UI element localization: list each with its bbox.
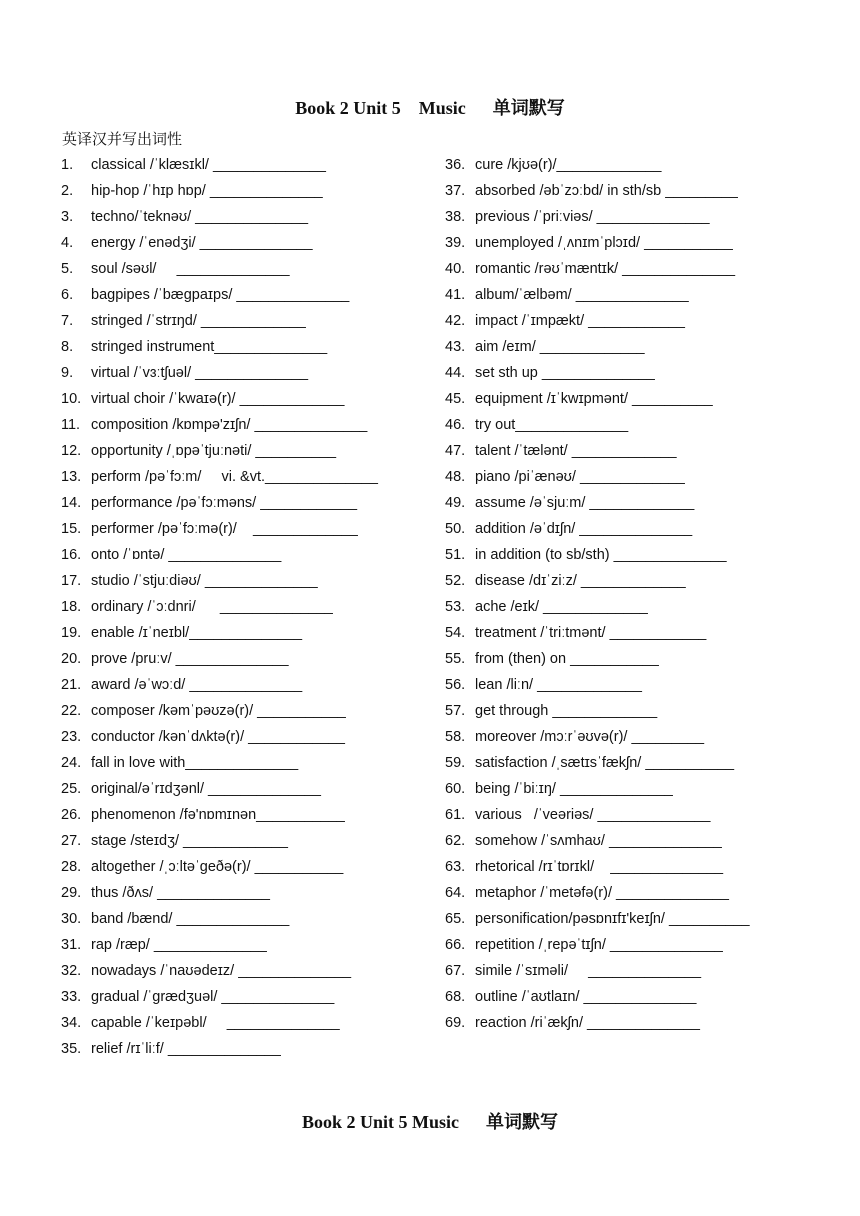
item-text: altogether /ˌɔːltəˈɡeðə(r)/ ___________: [91, 859, 344, 875]
vocab-item: [445, 935, 750, 961]
vocab-item: [61, 753, 378, 779]
item-text: moreover /mɔːrˈəʊvə(r)/ _________: [475, 729, 705, 745]
item-text: ache /eɪk/ _____________: [475, 599, 648, 615]
vocab-item: [445, 727, 750, 753]
vocab-item: [61, 181, 378, 207]
item-text: set sth up ______________: [475, 365, 655, 381]
item-text: soul /səʊl/ ______________: [91, 261, 290, 277]
item-number: 7.: [61, 313, 74, 329]
item-text: equipment /ɪˈkwɪpmənt/ __________: [475, 391, 713, 407]
item-text: reaction /riˈækʃn/ ______________: [475, 1015, 700, 1031]
item-text: rap /ræp/ ______________: [91, 937, 267, 953]
item-number: 42.: [445, 313, 466, 329]
vocab-item: [445, 233, 750, 259]
item-number: 38.: [445, 209, 466, 225]
item-number: 69.: [445, 1015, 466, 1031]
item-number: 49.: [445, 495, 466, 511]
vocab-item: [445, 831, 750, 857]
item-number: 35.: [61, 1041, 82, 1057]
item-number: 37.: [445, 183, 466, 199]
vocab-item: [61, 389, 378, 415]
item-text: studio /ˈstjuːdiəʊ/ ______________: [91, 573, 318, 589]
item-text: talent /ˈtælənt/ _____________: [475, 443, 677, 459]
item-text: gradual /ˈɡrædʒuəl/ ______________: [91, 989, 335, 1005]
item-text: personification/pəsɒnɪfɪ'keɪʃn/ __________: [475, 911, 750, 927]
vocab-item: [445, 467, 750, 493]
vocab-item: [61, 987, 378, 1013]
item-number: 3.: [61, 209, 74, 225]
vocab-item: [445, 571, 750, 597]
item-text: capable /ˈkeɪpəbl/ ______________: [91, 1015, 340, 1031]
item-text: metaphor /ˈmetəfə(r)/ ______________: [475, 885, 729, 901]
item-number: 56.: [445, 677, 466, 693]
vocab-list-left: [61, 155, 378, 1065]
item-text: bagpipes /ˈbæɡpaɪps/ ______________: [91, 287, 350, 303]
vocab-item: [61, 961, 378, 987]
item-number: 46.: [445, 417, 466, 433]
item-number: 59.: [445, 755, 466, 771]
item-number: 16.: [61, 547, 82, 563]
item-number: 21.: [61, 677, 82, 693]
item-number: 27.: [61, 833, 82, 849]
item-text: onto /ˈɒntə/ ______________: [91, 547, 282, 563]
item-number: 33.: [61, 989, 82, 1005]
item-number: 62.: [445, 833, 466, 849]
vocab-item: [61, 571, 378, 597]
vocab-item: [445, 389, 750, 415]
item-text: opportunity /ˌɒpəˈtjuːnəti/ __________: [91, 443, 337, 459]
vocab-item: [61, 1013, 378, 1039]
vocab-item: [61, 909, 378, 935]
vocab-item: [61, 155, 378, 181]
item-text: treatment /ˈtriːtmənt/ ____________: [475, 625, 707, 641]
item-number: 48.: [445, 469, 466, 485]
instructions: 英译汉并写出词性: [62, 131, 183, 148]
item-text: being /ˈbiːɪŋ/ ______________: [475, 781, 673, 797]
vocab-item: [445, 675, 750, 701]
item-number: 24.: [61, 755, 82, 771]
item-text: cure /kjʊə(r)/_____________: [475, 157, 662, 173]
vocab-item: [61, 727, 378, 753]
item-number: 44.: [445, 365, 466, 381]
item-text: lean /liːn/ _____________: [475, 677, 642, 693]
item-text: simile /ˈsɪməli/ ______________: [475, 963, 702, 979]
vocab-item: [445, 623, 750, 649]
item-text: composer /kəmˈpəʊzə(r)/ ___________: [91, 703, 346, 719]
vocab-item: [445, 181, 750, 207]
item-number: 5.: [61, 261, 74, 277]
item-number: 2.: [61, 183, 74, 199]
item-text: nowadays /ˈnaʊədeɪz/ ______________: [91, 963, 352, 979]
vocab-item: [61, 467, 378, 493]
item-number: 55.: [445, 651, 466, 667]
vocab-item: [61, 493, 378, 519]
vocab-item: [61, 857, 378, 883]
item-text: somehow /ˈsʌmhaʊ/ ______________: [475, 833, 722, 849]
vocab-item: [445, 805, 750, 831]
vocab-item: [445, 857, 750, 883]
item-number: 6.: [61, 287, 74, 303]
vocab-item: [445, 441, 750, 467]
item-number: 8.: [61, 339, 74, 355]
item-text: addition /əˈdɪʃn/ ______________: [475, 521, 693, 537]
vocab-item: [61, 805, 378, 831]
vocab-item: [61, 597, 378, 623]
item-text: previous /ˈpriːviəs/ ______________: [475, 209, 710, 225]
item-text: get through _____________: [475, 703, 658, 719]
item-number: 29.: [61, 885, 82, 901]
vocab-item: [445, 493, 750, 519]
item-text: ordinary /ˈɔːdnri/ ______________: [91, 599, 333, 615]
item-number: 51.: [445, 547, 466, 563]
item-text: repetition /ˌrepəˈtɪʃn/ ______________: [475, 937, 723, 953]
item-text: piano /piˈænəʊ/ _____________: [475, 469, 685, 485]
item-number: 15.: [61, 521, 82, 537]
item-text: award /əˈwɔːd/ ______________: [91, 677, 303, 693]
item-text: assume /əˈsjuːm/ _____________: [475, 495, 695, 511]
vocab-item: [445, 883, 750, 909]
item-text: classical /ˈklæsɪkl/ ______________: [91, 157, 326, 173]
item-number: 9.: [61, 365, 74, 381]
item-text: energy /ˈenədʒi/ ______________: [91, 235, 313, 251]
vocab-item: [445, 961, 750, 987]
vocab-item: [445, 909, 750, 935]
item-number: 43.: [445, 339, 466, 355]
item-text: fall in love with______________: [91, 755, 299, 771]
vocab-item: [445, 701, 750, 727]
vocab-item: [445, 285, 750, 311]
vocab-item: [61, 285, 378, 311]
item-number: 66.: [445, 937, 466, 953]
repeated-page-title: Book 2 Unit 5 Music 单词默写: [301, 1112, 559, 1132]
item-text: rhetorical /rɪˈtɒrɪkl/ ______________: [475, 859, 724, 875]
vocab-item: [61, 935, 378, 961]
vocab-item: [445, 597, 750, 623]
item-number: 22.: [61, 703, 82, 719]
item-text: stringed instrument______________: [91, 339, 328, 355]
item-number: 40.: [445, 261, 466, 277]
item-number: 54.: [445, 625, 466, 641]
vocab-item: [445, 987, 750, 1013]
item-text: absorbed /əbˈzɔːbd/ in sth/sb _________: [475, 183, 738, 199]
item-text: performance /pəˈfɔːməns/ ____________: [91, 495, 358, 511]
item-text: virtual choir /ˈkwaɪə(r)/ _____________: [91, 391, 345, 407]
vocab-item: [61, 363, 378, 389]
vocab-item: [61, 337, 378, 363]
item-text: enable /ɪˈneɪbl/______________: [91, 625, 303, 641]
vocab-list-right: [445, 155, 750, 1039]
item-text: composition /kɒmpə'zɪʃn/ ______________: [91, 417, 368, 433]
item-number: 17.: [61, 573, 82, 589]
item-number: 67.: [445, 963, 466, 979]
item-number: 25.: [61, 781, 82, 797]
item-text: romantic /rəʊˈmæntɪk/ ______________: [475, 261, 736, 277]
item-number: 65.: [445, 911, 466, 927]
vocab-item: [445, 415, 750, 441]
item-text: disease /dɪˈziːz/ _____________: [475, 573, 686, 589]
vocab-item: [445, 649, 750, 675]
item-number: 31.: [61, 937, 82, 953]
item-text: in addition (to sb/sth) ______________: [475, 547, 727, 563]
item-text: stage /steɪdʒ/ _____________: [91, 833, 288, 849]
vocab-item: [61, 831, 378, 857]
item-text: techno/ˈteknəʊ/ ______________: [91, 209, 309, 225]
page-title: Book 2 Unit 5 Music 单词默写: [295, 98, 565, 118]
vocab-item: [445, 1013, 750, 1039]
item-text: various /ˈveəriəs/ ______________: [475, 807, 711, 823]
vocab-item: [61, 207, 378, 233]
item-number: 63.: [445, 859, 466, 875]
vocab-item: [61, 1039, 378, 1065]
item-text: try out______________: [475, 417, 629, 433]
item-number: 68.: [445, 989, 466, 1005]
item-text: original/əˈrɪdʒənl/ ______________: [91, 781, 321, 797]
item-number: 58.: [445, 729, 466, 745]
item-number: 4.: [61, 235, 74, 251]
vocab-item: [445, 519, 750, 545]
vocab-item: [61, 545, 378, 571]
vocab-item: [445, 545, 750, 571]
vocab-item: [61, 519, 378, 545]
item-text: thus /ðʌs/ ______________: [91, 885, 270, 901]
item-number: 19.: [61, 625, 82, 641]
item-text: conductor /kənˈdʌktə(r)/ ____________: [91, 729, 345, 745]
item-text: unemployed /ˌʌnɪmˈplɔɪd/ ___________: [475, 235, 733, 251]
item-number: 34.: [61, 1015, 82, 1031]
item-text: relief /rɪˈliːf/ ______________: [91, 1041, 281, 1057]
vocab-item: [445, 337, 750, 363]
item-number: 13.: [61, 469, 82, 485]
vocab-item: [61, 311, 378, 337]
item-number: 10.: [61, 391, 82, 407]
item-number: 45.: [445, 391, 466, 407]
item-number: 14.: [61, 495, 82, 511]
item-text: satisfaction /ˌsætɪsˈfækʃn/ ___________: [475, 755, 735, 771]
item-text: impact /ˈɪmpækt/ ____________: [475, 313, 685, 329]
item-number: 64.: [445, 885, 466, 901]
item-text: virtual /ˈvɜːtʃuəl/ ______________: [91, 365, 309, 381]
vocab-item: [61, 259, 378, 285]
item-text: outline /ˈaʊtlaɪn/ ______________: [475, 989, 697, 1005]
item-number: 30.: [61, 911, 82, 927]
vocab-item: [61, 649, 378, 675]
item-text: hip-hop /ˈhɪp hɒp/ ______________: [91, 183, 323, 199]
item-number: 53.: [445, 599, 466, 615]
item-text: band /bænd/ ______________: [91, 911, 290, 927]
item-number: 36.: [445, 157, 466, 173]
item-number: 32.: [61, 963, 82, 979]
item-number: 11.: [61, 417, 81, 433]
item-number: 20.: [61, 651, 82, 667]
vocab-item: [445, 207, 750, 233]
item-number: 23.: [61, 729, 82, 745]
vocab-item: [445, 779, 750, 805]
vocab-item: [61, 623, 378, 649]
item-number: 1.: [61, 157, 74, 173]
vocab-item: [61, 883, 378, 909]
vocab-item: [61, 415, 378, 441]
item-text: from (then) on ___________: [475, 651, 659, 667]
item-text: performer /pəˈfɔːmə(r)/ _____________: [91, 521, 358, 537]
vocab-item: [61, 233, 378, 259]
item-number: 47.: [445, 443, 466, 459]
vocab-item: [61, 441, 378, 467]
item-number: 60.: [445, 781, 466, 797]
vocab-item: [445, 311, 750, 337]
vocab-item: [445, 753, 750, 779]
item-number: 41.: [445, 287, 466, 303]
vocab-item: [61, 675, 378, 701]
item-number: 26.: [61, 807, 82, 823]
item-text: perform /pəˈfɔːm/ vi. &vt.______________: [91, 469, 378, 485]
vocab-item: [445, 363, 750, 389]
item-number: 57.: [445, 703, 466, 719]
item-number: 52.: [445, 573, 466, 589]
item-number: 61.: [445, 807, 466, 823]
vocab-item: [61, 701, 378, 727]
item-text: prove /pruːv/ ______________: [91, 651, 289, 667]
item-text: album/ˈælbəm/ ______________: [475, 287, 689, 303]
item-number: 12.: [61, 443, 82, 459]
vocab-item: [445, 259, 750, 285]
vocab-item: [61, 779, 378, 805]
vocab-item: [445, 155, 750, 181]
item-number: 50.: [445, 521, 466, 537]
item-number: 28.: [61, 859, 82, 875]
item-text: phenomenon /fə'nɒmɪnən___________: [91, 807, 345, 823]
item-text: aim /eɪm/ _____________: [475, 339, 645, 355]
item-number: 39.: [445, 235, 466, 251]
item-text: stringed /ˈstrɪŋd/ _____________: [91, 313, 306, 329]
item-number: 18.: [61, 599, 82, 615]
